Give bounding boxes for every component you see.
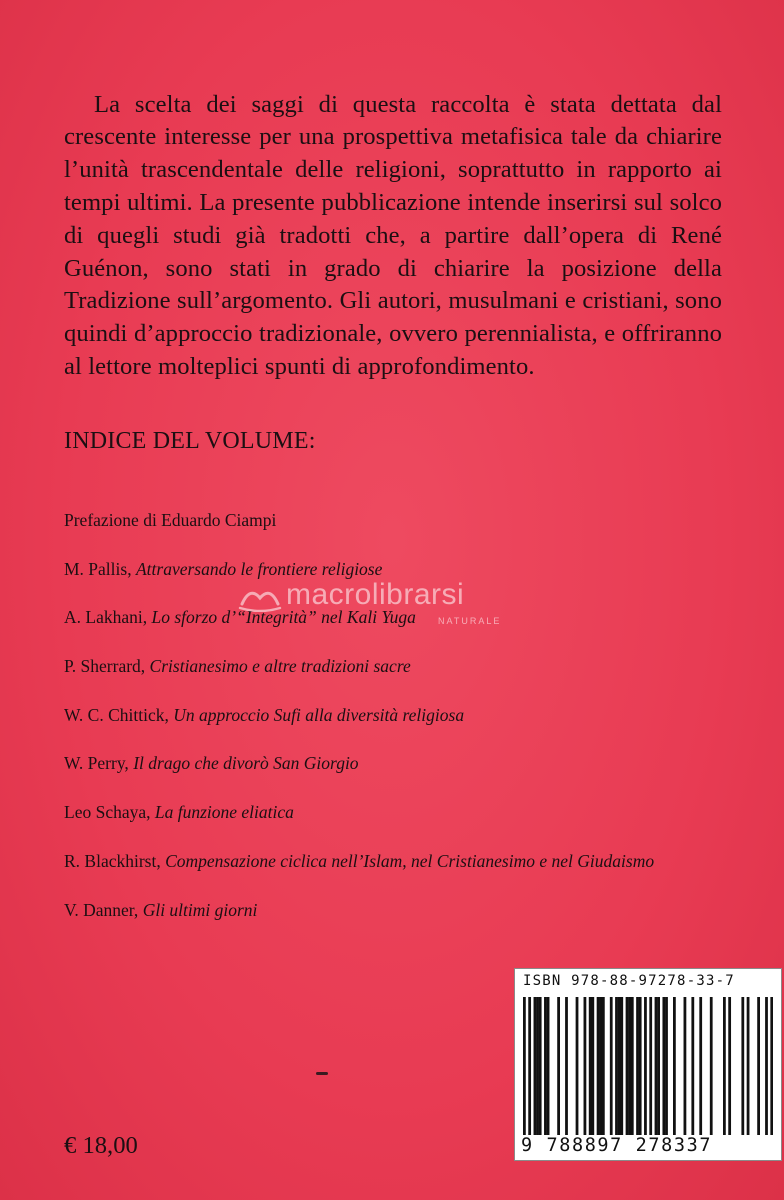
barcode-bar <box>536 997 539 1135</box>
entry-author: W. C. Chittick, <box>64 704 174 725</box>
entry-title: Compensazione ciclica nell’Islam, nel Cristianesimo e nel Giudaismo <box>165 850 655 871</box>
entry-author: W. Perry, <box>64 753 134 774</box>
entry-author: Prefazione di Eduardo Ciampi <box>64 510 277 530</box>
list-item <box>64 851 764 900</box>
list-item <box>64 753 764 802</box>
barcode-bar <box>644 997 647 1135</box>
barcode-bar <box>618 997 621 1135</box>
barcode-bar <box>765 997 768 1135</box>
barcode-bar <box>665 997 668 1135</box>
entry-title: Lo sforzo d’“Integrità” nel Kali Yuga <box>151 607 416 628</box>
watermark-brand: macrolibrarsi <box>286 578 465 611</box>
barcode-bar <box>539 997 542 1135</box>
list-item <box>64 900 764 949</box>
barcode-bar <box>662 997 665 1135</box>
list-item <box>64 705 764 754</box>
table-of-contents <box>64 510 764 948</box>
barcode-bar <box>547 997 550 1135</box>
barcode-bar <box>597 997 600 1135</box>
entry-title: Un approccio Sufi alla diversità religiosa <box>173 704 465 725</box>
index-heading: INDICE DEL VOLUME: <box>64 428 316 454</box>
barcode-bar <box>639 997 642 1135</box>
barcode-bar <box>544 997 547 1135</box>
entry-author: M. Pallis, <box>64 558 136 579</box>
barcode-bar <box>723 997 726 1135</box>
list-item <box>64 656 764 705</box>
entry-author: Leo Schaya, <box>64 802 155 823</box>
barcode-bar <box>684 997 687 1135</box>
barcode-bar <box>591 997 594 1135</box>
entry-title: Attraversando le frontiere religiose <box>135 558 383 579</box>
entry-title: Il drago che divorò San Giorgio <box>133 753 359 774</box>
list-item <box>64 802 764 851</box>
barcode-bar <box>631 997 634 1135</box>
barcode-bar <box>628 997 631 1135</box>
barcode-bar <box>728 997 731 1135</box>
watermark-tagline: NATURALE <box>438 616 502 626</box>
barcode-bar <box>534 997 537 1135</box>
price: € 18,00 <box>64 1132 138 1159</box>
ean-digits: 9 788897 278337 <box>521 1135 713 1156</box>
barcode-bar <box>657 997 660 1135</box>
barcode-bar <box>636 997 639 1135</box>
entry-author: A. Lakhani, <box>64 607 152 628</box>
barcode-bar <box>610 997 613 1135</box>
entry-title: Cristianesimo e altre tradizioni sacre <box>149 656 411 677</box>
barcode-bar <box>626 997 629 1135</box>
barcode-bar <box>602 997 605 1135</box>
blurb-paragraph: La scelta dei saggi di questa raccolta è stata dettata dal crescente interesse per una prospettiva metafisica tale da chiarire l’unità trascendentale delle religioni, soprattutto in rapporto ai tempi ultimi. La presente pubblicazione intende inserirsi sul solco di quegli studi già tradotti che, a partire dall’opera di René Guénon, sono stati in grado di chiarire la posizione della Tradizione sull’argomento. Gli autori, musulmani e cristiani, sono quindi d’approccio tradizionale, ovvero perennialista, e offriranno al lettore molteplici spunti di approfondimento. <box>64 90 722 380</box>
barcode-bar <box>757 997 760 1135</box>
barcode-bar <box>599 997 602 1135</box>
barcode-bar <box>584 997 587 1135</box>
entry-author: V. Danner, <box>64 899 143 920</box>
list-item <box>64 510 764 559</box>
barcode-bar <box>691 997 694 1135</box>
barcode-bar <box>565 997 568 1135</box>
barcode-bar <box>699 997 702 1135</box>
barcode-bar <box>528 997 531 1135</box>
barcode-bar <box>770 997 773 1135</box>
macrolibrarsi-logo-icon <box>238 582 282 617</box>
entry-title: La funzione eliatica <box>154 802 294 823</box>
entry-author: R. Blackhirst, <box>64 850 166 871</box>
barcode-bar <box>673 997 676 1135</box>
barcode-bar <box>649 997 652 1135</box>
barcode-bar <box>615 997 618 1135</box>
entry-title: Gli ultimi giorni <box>142 899 258 920</box>
barcode-bar <box>589 997 592 1135</box>
barcode-bar <box>620 997 623 1135</box>
barcode-bar <box>710 997 713 1135</box>
watermark <box>238 578 558 638</box>
isbn-label: ISBN 978-88-97278-33-7 <box>523 973 735 989</box>
barcode-bar <box>523 997 526 1135</box>
small-mark <box>316 1072 328 1075</box>
barcode-bar <box>655 997 658 1135</box>
barcode-bar <box>557 997 560 1135</box>
barcode-bar <box>576 997 579 1135</box>
barcode-bar <box>747 997 750 1135</box>
barcode <box>523 997 773 1135</box>
entry-author: P. Sherrard, <box>64 656 150 677</box>
barcode-bar <box>741 997 744 1135</box>
barcode-panel <box>514 968 782 1161</box>
